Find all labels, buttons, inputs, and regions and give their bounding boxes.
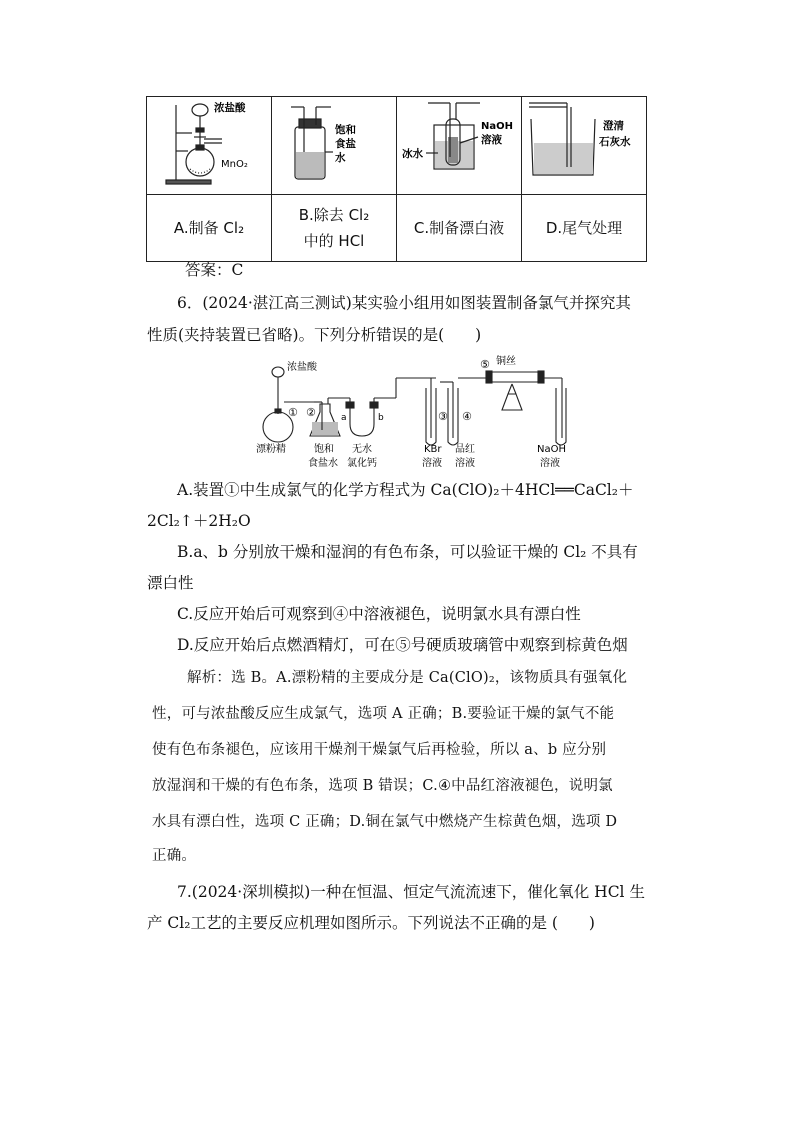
apparatus-a-label-hcl: 浓盐酸 (213, 102, 245, 114)
q6-stem-line2: 性质(夹持装置已省略)。下列分析错误的是( ) (147, 326, 482, 344)
caption-c: C.制备漂白液 (397, 195, 522, 262)
q6-label-brine2: 食盐水 (308, 458, 338, 469)
q6-label-cacl1: 无水 (352, 444, 372, 455)
q6-label-naoh1: NaOH (537, 444, 566, 455)
apparatus-b-label-2: 食盐 (334, 138, 356, 150)
q6-option-b-line1: B.a、b 分别放干燥和湿润的有色布条，可以验证干燥的 Cl₂ 不具有 (177, 543, 638, 561)
apparatus-b-label-3: 水 (334, 152, 345, 164)
apparatus-b-label-1: 饱和 (334, 124, 356, 136)
q6-label-pinhong1: 品红 (455, 444, 475, 455)
q7-line2: 产 Cl₂工艺的主要反应机理如图所示。下列说法不正确的是 ( ) (147, 914, 595, 932)
q6-option-c: C.反应开始后可观察到④中溶液褪色，说明氯水具有漂白性 (177, 605, 581, 623)
caption-b-line2: 中的 HCl (303, 232, 365, 250)
apparatus-b-drawing (273, 97, 396, 190)
q6-option-a-line2: 2Cl₂↑＋2H₂O (147, 512, 251, 530)
q7-line1: 7.(2024·深圳模拟)一种在恒温、恒定气流流速下，催化氧化 HCl 生 (177, 883, 645, 901)
q6-analysis-line3: 使有色布条褪色，应该用干燥剂干燥氯气后再检验，所以 a、b 应分别 (152, 742, 607, 758)
caption-b-line1: B.除去 Cl₂ (298, 206, 370, 224)
apparatus-table (146, 96, 647, 262)
q6-label-n2: ② (306, 406, 316, 419)
q6-analysis-line5: 水具有漂白性，选项 C 正确；D.铜在氯气中燃烧产生棕黄色烟，选项 D (152, 814, 618, 830)
q6-label-n1: ① (288, 406, 298, 419)
caption-a: A.制备 Cl₂ (147, 195, 272, 262)
apparatus-c-label-naoh: NaOH (480, 121, 513, 132)
q6-analysis-line2: 性，可与浓盐酸反应生成氯气，选项 A 正确；B.要验证干燥的氯气不能 (152, 706, 615, 722)
apparatus-c-drawing (398, 97, 521, 190)
q6-label-n5: ⑤ (480, 358, 490, 371)
q6-label-bleach: 漂粉精 (256, 444, 286, 455)
q6-option-b-line2: 漂白性 (147, 574, 194, 592)
caption-b (272, 195, 397, 262)
q6-analysis-line4: 放湿润和干燥的有色布条，选项 B 错误；C.④中品红溶液褪色，说明氯 (152, 778, 613, 794)
q6-label-cacl2: 氯化钙 (347, 458, 377, 469)
q6-stem-line1: 6．(2024·湛江高三测试)某实验小组用如图装置制备氯气并探究其 (177, 294, 631, 312)
q6-label-naoh2: 溶液 (540, 458, 560, 469)
q6-label-brine1: 饱和 (314, 444, 334, 455)
apparatus-d-label-1: 澄清 (602, 120, 624, 132)
q6-label-copper: 铜丝 (496, 356, 516, 367)
q6-option-a-line1: A.装置①中生成氯气的化学方程式为 Ca(ClO)₂＋4HCl══CaCl₂＋ (177, 481, 634, 499)
q6-analysis-line1: 解析：选 B。A.漂粉精的主要成分是 Ca(ClO)₂，该物质具有强氧化 (187, 670, 628, 686)
apparatus-d-cell (522, 97, 647, 195)
q6-label-pinhong2: 溶液 (455, 458, 475, 469)
q6-label-n3: ③ (438, 410, 448, 423)
apparatus-d-drawing (523, 97, 646, 190)
caption-d: D.尾气处理 (522, 195, 647, 262)
q6-label-conc-hcl: 浓盐酸 (287, 362, 317, 373)
apparatus-a-cell (147, 97, 272, 195)
q6-label-kbr2: 溶液 (422, 458, 442, 469)
apparatus-b-cell (272, 97, 397, 195)
apparatus-a-drawing (148, 97, 271, 190)
apparatus-c-label-ice: 冰水 (401, 148, 423, 160)
q6-apparatus-figure (250, 354, 580, 474)
q6-label-n4: ④ (462, 410, 472, 423)
apparatus-a-label-mno2: MnO₂ (220, 159, 248, 170)
answer-q5: 答案：C (185, 261, 244, 279)
apparatus-c-label-sol: 溶液 (480, 134, 502, 146)
apparatus-d-label-2: 石灰水 (598, 136, 630, 148)
q6-label-b: b (378, 413, 384, 423)
q6-label-a: a (341, 413, 347, 423)
apparatus-c-cell (397, 97, 522, 195)
q6-label-kbr1: KBr (424, 444, 442, 455)
q6-option-d: D.反应开始后点燃酒精灯，可在⑤号硬质玻璃管中观察到棕黄色烟 (177, 636, 628, 654)
q6-analysis-line6: 正确。 (152, 848, 197, 864)
